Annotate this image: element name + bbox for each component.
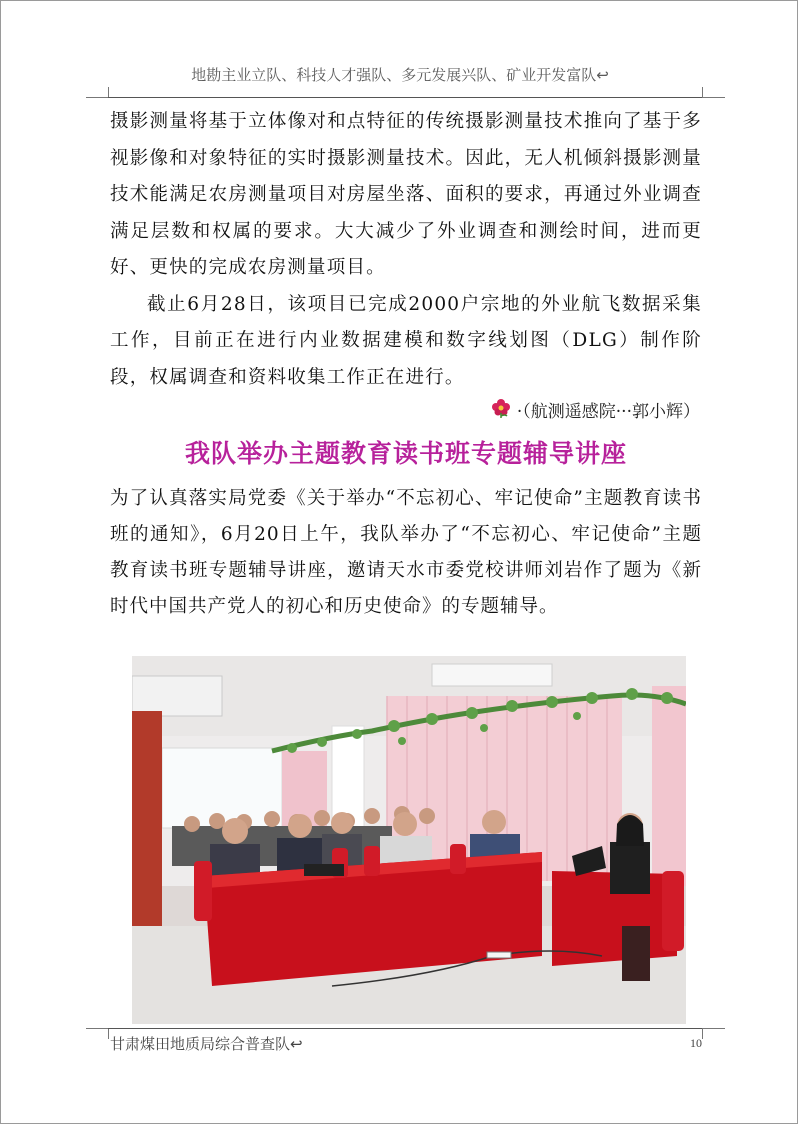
- article1-paragraph-1: 摄影测量将基于立体像对和点特征的传统摄影测量技术推向了基于多视影像和对象特征的实时摄影测量技术。因此，无人机倾斜摄影测量技术能满足农房测量项目对房屋坐落、面积的要求，再通过外业调查满足层数和权属的要求。大大减少了外业调查和测绘时间，进而更好、更快的完成农房测量项目。: [110, 111, 702, 278]
- footer-corner-mark-left: [86, 1028, 109, 1039]
- lecture-photo: [132, 656, 686, 1024]
- header-corner-mark-left: [86, 87, 109, 98]
- byline-text: ·（航测遥感院···郭小辉）: [516, 402, 700, 422]
- ceiling-light: [432, 664, 552, 686]
- page-header: 地勘主业立队、科技人才强队、多元发展兴队、矿业开发富队↩: [191, 66, 609, 84]
- page-number: 10: [690, 1036, 702, 1050]
- curtain-right: [652, 686, 686, 886]
- footer-org-name: 甘肃煤田地质局综合普查队↩: [110, 1035, 303, 1053]
- header-rule: [108, 97, 702, 98]
- air-conditioner: [132, 676, 222, 716]
- article2-title: 我队举办主题教育读书班专题辅导讲座: [184, 438, 627, 468]
- lectern-box: [622, 926, 650, 981]
- footer-rule: [108, 1028, 702, 1029]
- projector: [304, 864, 344, 876]
- lecture-photo-illustration: [132, 656, 686, 1024]
- footer-corner-mark-right: [702, 1028, 725, 1039]
- article1-paragraph-2: 截止6月28日，该项目已完成2000户宗地的外业航飞数据采集工作，目前正在进行内业数据建模和数字线划图（DLG）制作阶段，权属调查和资料收集工作正在进行。: [110, 293, 702, 388]
- speaker-body: [610, 842, 650, 894]
- power-strip: [487, 952, 511, 958]
- header-corner-mark-right: [702, 87, 725, 98]
- flower-icon: [491, 397, 511, 429]
- article1-byline: [110, 396, 702, 429]
- article2-paragraph-1: 为了认真落实局党委《关于举办“不忘初心、牢记使命”主题教育读书班的通知》，6月20日上午，我队举办了“不忘初心、牢记使命”主题教育读书班专题辅导讲座，邀请天水市委党校讲师刘岩作了题为《新时代中国共产党人的初心和历史使命》的专题辅导。: [110, 487, 702, 617]
- content-area: [110, 104, 702, 625]
